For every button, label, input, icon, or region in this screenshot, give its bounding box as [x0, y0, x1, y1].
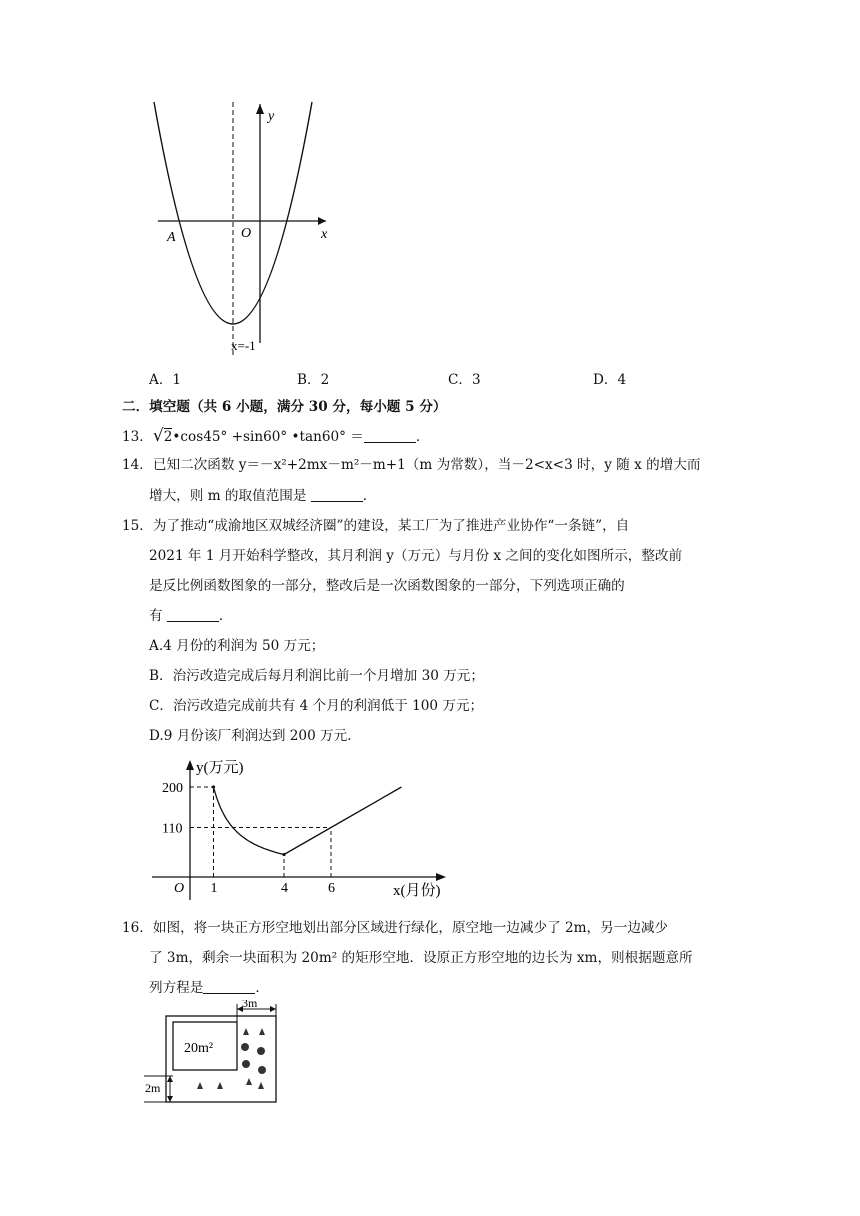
chart-x-axis-label: x(月份) — [393, 883, 441, 899]
top-dim-arrow-right — [270, 1006, 276, 1012]
chart-y-axis-label: y(万元) — [196, 760, 244, 776]
parabola-figure — [140, 98, 340, 360]
chart-origin-label: O — [174, 881, 185, 896]
x-tick-label: 6 — [328, 881, 335, 896]
q15-end: ． — [218, 608, 233, 624]
origin-label: O — [241, 226, 252, 241]
q14-blank — [311, 487, 363, 502]
chart-x-axis-arrow — [436, 873, 446, 881]
tree-icon — [259, 1028, 265, 1035]
q14-line1: 14．已知二次函数 y＝－x²+2mx－m²－m+1（m 为常数），当－2<x<3 时，y 随 x 的增大而 — [122, 457, 701, 473]
q14-end: ． — [362, 488, 377, 504]
data-point — [212, 785, 215, 788]
series-linear-line — [284, 787, 402, 855]
data-point — [282, 853, 285, 856]
q13-blank — [364, 428, 416, 443]
q15-option-c: C．治污改造完成前共有 4 个月的利润低于 100 万元； — [149, 698, 484, 714]
y-tick-label: 110 — [162, 821, 183, 837]
tree-icon — [246, 1078, 252, 1085]
x-axis-label: x — [321, 227, 328, 242]
q15-option-b: B．治污改造完成后每月利润比前一个月增加 30 万元； — [149, 668, 484, 684]
q13-end: ． — [415, 429, 430, 445]
area-label: 20m² — [184, 1041, 214, 1056]
original-square — [166, 1016, 276, 1102]
q16-blank — [203, 979, 255, 994]
y-axis-label: y — [268, 109, 275, 124]
x-tick-label: 1 — [210, 881, 218, 896]
q15-option-a: A.4 月份的利润为 50 万元； — [149, 638, 325, 654]
q16-line3-text: 列方程是 — [149, 980, 204, 996]
garden-figure — [142, 1000, 292, 1112]
q16-end: ． — [255, 980, 269, 996]
x-tick-label: 4 — [281, 881, 288, 896]
question-15-line4 — [149, 606, 233, 626]
choice-a: A．1 — [149, 372, 182, 388]
q14-line2-text: 增大，则 m 的取值范围是 — [149, 488, 311, 504]
point-a-label: A — [167, 230, 176, 245]
q13-expression: •cos45° +sin60° •tan60° ＝ — [172, 429, 364, 445]
q15-blank — [167, 607, 219, 622]
y-tick-label: 200 — [162, 781, 183, 796]
question-16-line3 — [149, 978, 269, 998]
side-dim-arrow-bottom — [167, 1096, 173, 1102]
flower-icon — [242, 1060, 250, 1068]
q15-line2: 2021 年 1 月开始科学整改，其月利润 y（万元）与月份 x 之间的变化如图所示，整改前 — [149, 548, 683, 564]
x-axis-arrow — [318, 217, 326, 225]
q15-line1: 15．为了推动“成渝地区双城经济圈”的建设，某工厂为了推进产业协作“一条链”，自 — [122, 518, 630, 534]
tree-icon — [258, 1082, 264, 1089]
sqrt-argument: 2 — [163, 429, 173, 445]
top-dimension-label: 3m — [242, 1000, 258, 1010]
tree-icon — [217, 1082, 223, 1089]
y-axis-arrow — [256, 104, 264, 114]
flower-icon — [257, 1047, 265, 1055]
choice-b: B．2 — [297, 372, 330, 388]
plants-group — [197, 1028, 266, 1089]
question-14-line2 — [149, 486, 376, 506]
q15-option-d: D.9 月份该厂利润达到 200 万元． — [149, 728, 361, 744]
side-dim-arrow-top — [167, 1076, 173, 1082]
q15-line3: 是反比例函数图象的一部分，整改后是一次函数图象的一部分，下列选项正确的 — [149, 578, 625, 594]
flower-icon — [258, 1066, 266, 1074]
sqrt-symbol: √ — [152, 426, 164, 446]
question-13 — [122, 426, 429, 447]
q13-number: 13． — [122, 429, 153, 445]
tree-icon — [197, 1082, 203, 1089]
profit-chart — [148, 752, 453, 904]
side-dimension-label: 2m — [145, 1081, 161, 1095]
choice-c: C．3 — [448, 372, 481, 388]
q15-line4-text: 有 — [149, 608, 167, 624]
symmetry-axis-label: x=-1 — [231, 338, 256, 353]
series-reciprocal-line — [214, 787, 285, 855]
tree-icon — [243, 1028, 249, 1035]
section-title: 二．填空题（共 6 小题，满分 30 分，每小题 5 分） — [122, 399, 447, 415]
choice-d: D．4 — [593, 372, 627, 388]
q16-line2: 了 3m，剩余一块面积为 20m² 的矩形空地．设原正方形空地的边长为 xm，则根据题意所 — [149, 950, 693, 966]
chart-y-axis-arrow — [186, 760, 194, 770]
q16-line1: 16．如图，将一块正方形空地划出部分区域进行绿化，原空地一边减少了 2m，另一边减少 — [122, 920, 669, 936]
flower-icon — [241, 1043, 249, 1051]
